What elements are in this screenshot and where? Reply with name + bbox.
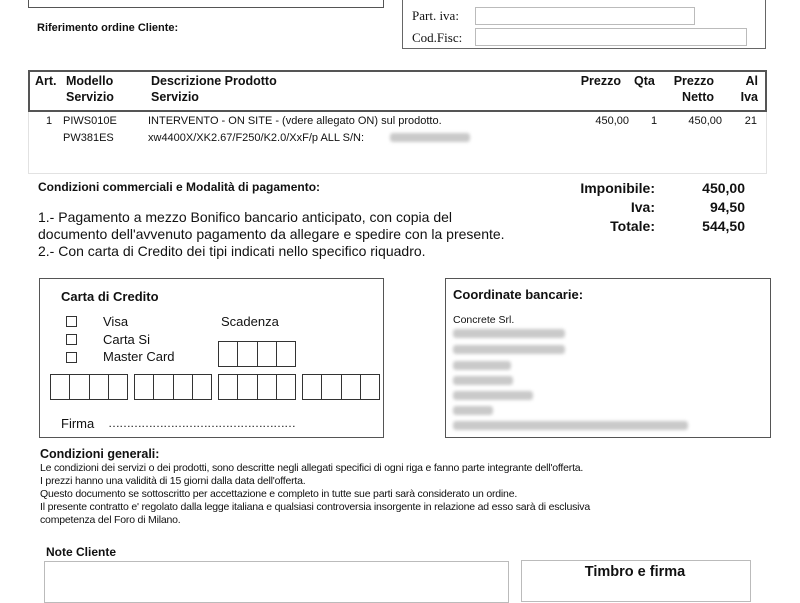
redacted-bank-line <box>453 345 565 354</box>
col-vat-rate: Al Iva <box>740 74 758 104</box>
general-conditions-text: Le condizioni dei servizi o dei prodotti, sono descritte negli allegati specifici di ogni riga e fanno parte integrante dell'offerta. I prezzi hanno una validità di 15 giorni dalla data dell'offerta. Questo documento se sottoscritto per accettazione e completo in tutte sue parti sarà considerato un ordine. Il presente contratto e' regolato dalla legge italiana e qualsiasi controversia insorgente in relazione ad esso sarà di esclusiva competenza del Foro di Milano. <box>40 462 590 526</box>
carta-si-checkbox[interactable] <box>66 334 77 345</box>
card-number-group-4[interactable] <box>302 374 380 400</box>
redacted-serial <box>390 133 470 142</box>
bank-company: Concrete Srl. <box>453 314 515 326</box>
col-model: Modello Servizio <box>66 74 114 104</box>
row-description: INTERVENTO - ON SITE - (vdere allegato ON) sul prodotto. <box>148 115 442 127</box>
total-label: Totale: <box>610 218 655 234</box>
redacted-bank-line <box>453 376 513 385</box>
items-table-header <box>28 70 767 112</box>
bank-details-box <box>445 278 771 438</box>
vat-label: Part. iva: <box>412 8 459 23</box>
fiscal-code-field[interactable] <box>475 28 747 46</box>
row-model-2: PW381ES <box>63 132 114 144</box>
col-price: Prezzo <box>580 74 621 88</box>
redacted-bank-line <box>453 391 533 400</box>
redacted-bank-line <box>453 329 565 338</box>
visa-checkbox[interactable] <box>66 316 77 327</box>
redacted-bank-line <box>453 361 511 370</box>
card-number-group-3[interactable] <box>218 374 296 400</box>
master-card-checkbox[interactable] <box>66 352 77 363</box>
expiry-input[interactable] <box>218 341 296 367</box>
notes-label: Note Cliente <box>46 545 117 559</box>
row-description-2: xw4400X/XK2.67/F250/K2.0/XxF/p ALL S/N: <box>148 132 365 144</box>
signature-line[interactable]: …………………………………………… <box>108 416 295 430</box>
total-value: 544,50 <box>702 218 745 234</box>
payment-terms: 1.- Pagamento a mezzo Bonifico bancario anticipato, con copia del documento dell'avvenuto pagamento da allegare e spedire con la presente. 2.- Con carta di Credito dei tipi indicati nello specifico riquadro. <box>38 209 505 259</box>
vat-field[interactable] <box>475 7 695 25</box>
taxable-value: 450,00 <box>702 180 745 196</box>
row-net-price: 450,00 <box>688 115 722 127</box>
customer-box <box>28 0 384 8</box>
col-art: Art. <box>35 74 57 88</box>
row-qty: 1 <box>651 115 658 127</box>
row-vat-rate: 21 <box>744 115 757 127</box>
general-conditions-title: Condizioni generali: <box>40 447 160 461</box>
card-number-group-2[interactable] <box>134 374 212 400</box>
vat-total-value: 94,50 <box>709 199 745 215</box>
card-number-group-1[interactable] <box>50 374 128 400</box>
expiry-label: Scadenza <box>221 314 279 329</box>
credit-card-title: Carta di Credito <box>61 289 159 304</box>
fiscal-code-label: Cod.Fisc: <box>412 30 463 45</box>
signature-label: Firma <box>61 416 95 431</box>
row-model: PIWS010E <box>63 115 117 127</box>
payment-title: Condizioni commerciali e Modalità di pagamento: <box>38 180 321 194</box>
vat-total-label: Iva: <box>630 199 655 215</box>
stamp-label: Timbro e firma <box>584 564 686 580</box>
taxable-label: Imponibile: <box>580 180 655 196</box>
customer-order-ref-label: Riferimento ordine Cliente: <box>37 22 179 34</box>
notes-field[interactable] <box>44 561 509 603</box>
row-price: 450,00 <box>595 115 629 127</box>
carta-si-label: Carta Si <box>103 332 150 347</box>
bank-title: Coordinate bancarie: <box>453 287 584 302</box>
visa-label: Visa <box>103 314 129 329</box>
master-card-label: Master Card <box>103 349 175 364</box>
redacted-bank-line <box>453 406 493 415</box>
col-qty: Qta <box>634 74 655 88</box>
col-net-price: Prezzo Netto <box>673 74 714 104</box>
col-description: Descrizione Prodotto Servizio <box>151 74 277 104</box>
row-art: 1 <box>46 115 53 127</box>
redacted-iban <box>453 421 688 430</box>
